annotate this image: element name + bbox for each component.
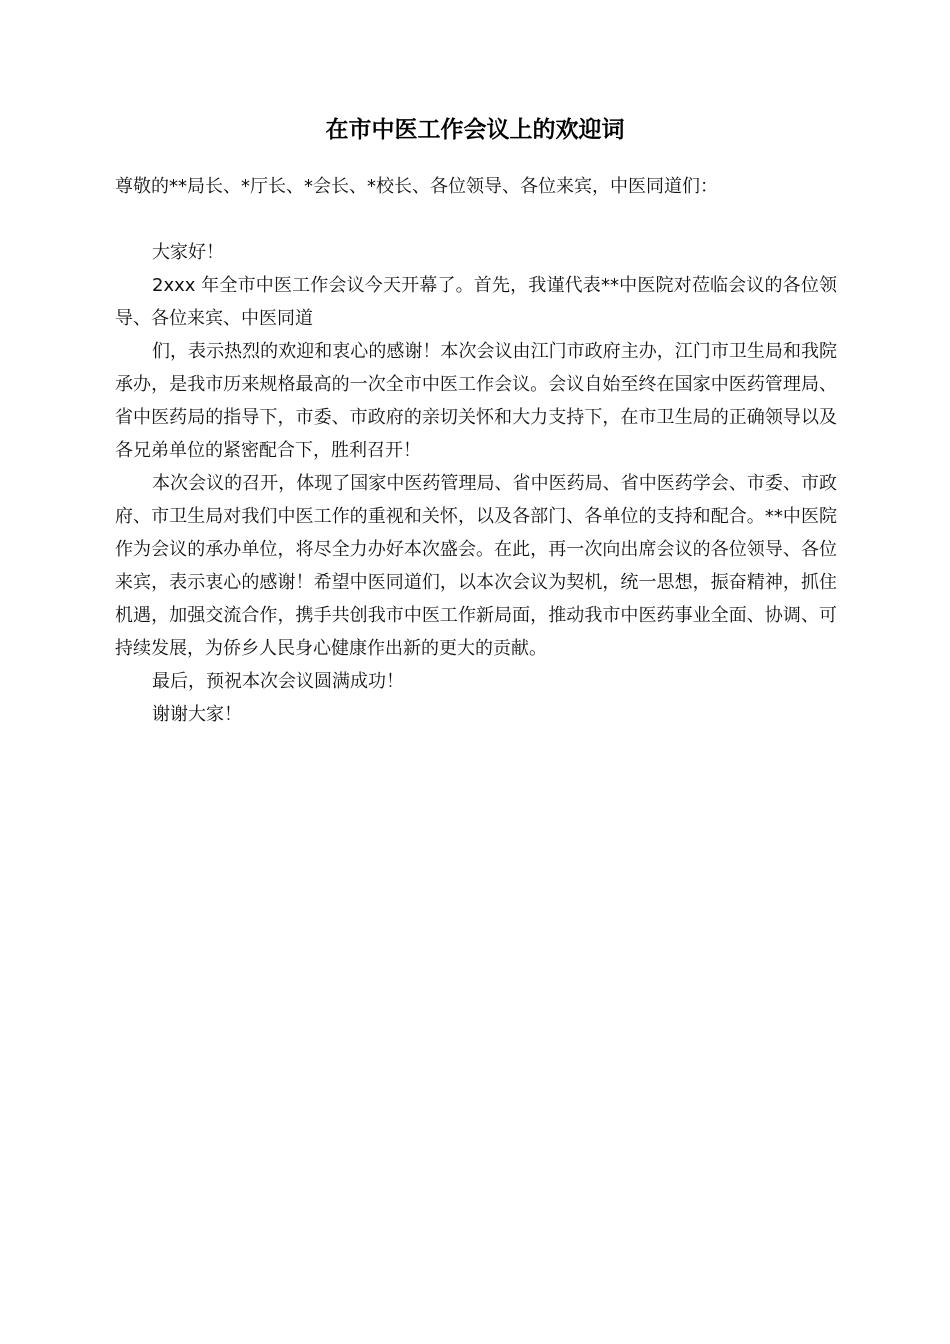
document-title: 在市中医工作会议上的欢迎词 [325, 117, 625, 143]
paragraph-significance: 本次会议的召开，体现了国家中医药管理局、省中医药局、省中医药学会、市委、市政府、市卫生局对我们中医工作的重视和关怀，以及各部门、各单位的支持和配合。**中医院作为会议的承办单位，将尽全力办好本次盛会。在此，再一次向出席会议的各位领导、各位来宾，表示衷心的感谢！希望中医同道们，以本次会议为契机，统一思想，振奋精神，抓住机遇，加强交流合作，携手共创我市中医工作新局面，推动我市中医药事业全面、协调、可持续发展，为侨乡人民身心健康作出新的更大的贡献。 [115, 473, 837, 659]
document-body [115, 170, 837, 731]
paragraph-wish: 最后，预祝本次会议圆满成功！ [152, 671, 404, 692]
paragraph-greeting: 大家好！ [152, 242, 224, 263]
blank-line [115, 203, 837, 236]
paragraph-welcome: 们，表示热烈的欢迎和衷心的感谢！本次会议由江门市政府主办，江门市卫生局和我院承办，是我市历来规格最高的一次全市中医工作会议。会议自始至终在国家中医药管理局、省中医药局的指导下，市委、市政府的亲切关怀和大力支持下，在市卫生局的正确领导以及各兄弟单位的紧密配合下，胜利召开！ [115, 341, 837, 461]
paragraph-opening: 2xxx 年全市中医工作会议今天开幕了。首先，我谨代表**中医院对莅临会议的各位领导、各位来宾、中医同道 [115, 275, 837, 329]
salutation: 尊敬的**局长、*厅长、*会长、*校长、各位领导、各位来宾，中医同道们： [115, 176, 718, 197]
paragraph-thanks: 谢谢大家！ [152, 704, 242, 725]
